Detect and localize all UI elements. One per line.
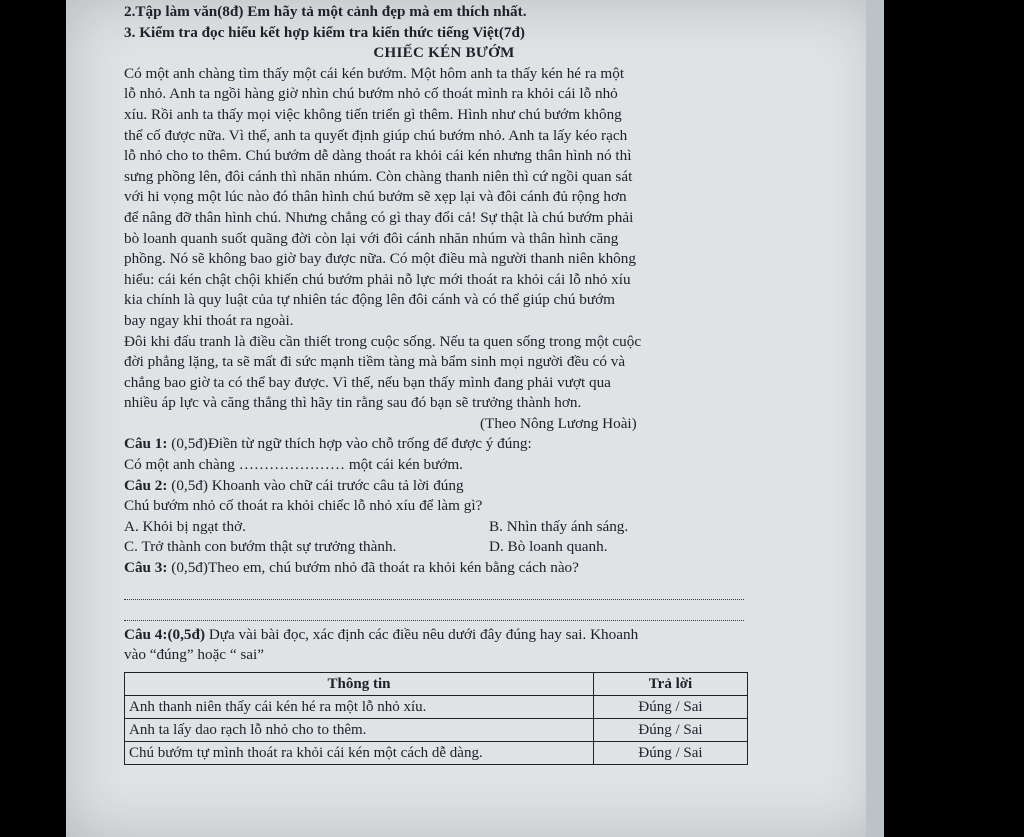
row-answer[interactable]: Đúng / Sai xyxy=(594,695,748,718)
question-2-options-row-2 xyxy=(124,537,764,558)
passage-line: lỗ nhỏ. Anh ta ngồi hàng giờ nhìn chú bướm nhỏ cố thoát mình ra khỏi cái lỗ nhỏ xyxy=(124,85,618,103)
header-line-1: 2.Tập làm văn(8đ) Em hãy tả một cảnh đẹp mà em thích nhất. xyxy=(124,3,527,20)
passage-line: kia chính là quy luật của tự nhiên tác động lên đôi cánh và có thể giúp chú bướm xyxy=(124,291,615,309)
passage-line: Có một anh chàng tìm thấy một cái kén bướm. Một hôm anh ta thấy kén hé ra một xyxy=(124,64,625,82)
question-4-label: Câu 4:(0,5đ) xyxy=(124,625,206,643)
story-title: CHIẾC KÉN BƯỚM xyxy=(373,45,515,62)
passage-line: chẳng bao giờ ta có thể bay được. Vì thế, nếu bạn thấy mình đang phải vượt qua xyxy=(124,373,611,391)
row-answer[interactable]: Đúng / Sai xyxy=(594,718,748,741)
row-answer[interactable]: Đúng / Sai xyxy=(594,741,748,764)
passage-line: phồng. Nó sẽ không bao giờ bay được nữa. Có một điều mà người thanh niên không xyxy=(124,250,636,268)
row-statement: Anh thanh niên thấy cái kén hé ra một lỗ nhỏ xíu. xyxy=(125,695,594,718)
question-4 xyxy=(124,625,764,646)
header-answer: Trả lời xyxy=(594,672,748,695)
question-2-prompt: Chú bướm nhỏ cố thoát ra khỏi chiếc lỗ nhỏ xíu để làm gì? xyxy=(124,497,483,515)
passage-line: xíu. Rồi anh ta thấy mọi việc không tiến triển gì thêm. Hình như chú bướm không xyxy=(124,105,622,123)
passage-line: bò loanh quanh suốt quãng đời còn lại với đôi cánh nhăn nhúm và thân hình căng xyxy=(124,229,619,247)
option-d[interactable]: D. Bò loanh quanh. xyxy=(489,538,608,556)
question-3-text: (0,5đ)Theo em, chú bướm nhỏ đã thoát ra khỏi kén bằng cách nào? xyxy=(167,559,579,577)
passage-line: lỗ nhỏ cho to thêm. Chú bướm dễ dàng thoát ra khỏi cái kén nhưng thân hình nó thì xyxy=(124,147,632,165)
row-statement: Chú bướm tự mình thoát ra khỏi cái kén một cách dễ dàng. xyxy=(125,741,594,764)
answer-line-2[interactable] xyxy=(124,606,744,621)
question-2-options-row-1 xyxy=(124,517,764,538)
header-info: Thông tin xyxy=(125,672,594,695)
table-row xyxy=(125,695,748,718)
question-4-text-2: vào “đúng” hoặc “ sai” xyxy=(124,646,264,664)
option-a[interactable]: A. Khỏi bị ngạt thở. xyxy=(124,517,246,535)
question-1-text: (0,5đ)Điền từ ngữ thích hợp vào chỗ trống để được ý đúng: xyxy=(167,435,532,453)
passage-line: nhiều áp lực và căng thẳng thì hãy tin rằng sau đó bạn sẽ trưởng thành hơn. xyxy=(124,394,582,412)
question-2 xyxy=(124,476,764,497)
passage-line: với hi vọng một lúc nào đó thân hình chú bướm sẽ xẹp lại và đôi cánh đủ rộng hơn xyxy=(124,188,627,206)
document-content xyxy=(124,2,764,765)
question-3 xyxy=(124,558,764,579)
true-false-table xyxy=(124,672,748,765)
question-2-text: (0,5đ) Khoanh vào chữ cái trước câu tả lời đúng xyxy=(167,476,464,494)
passage xyxy=(124,64,764,414)
option-b[interactable]: B. Nhìn thấy ánh sáng. xyxy=(489,517,629,535)
question-2-label: Câu 2: xyxy=(124,476,168,494)
row-statement: Anh ta lấy dao rạch lỗ nhỏ cho to thêm. xyxy=(125,718,594,741)
header-line-2: 3. Kiểm tra đọc hiểu kết hợp kiểm tra kiến thức tiếng Việt(7đ) xyxy=(124,23,525,41)
passage-line: hiểu: cái kén chật chội khiến chú bướm phải nỗ lực mới thoát ra khỏi cái lỗ nhỏ xíu xyxy=(124,270,631,288)
option-c[interactable]: C. Trở thành con bướm thật sự trưởng thành. xyxy=(124,538,397,556)
passage-line: thể cố được nữa. Vì thế, anh ta quyết định giúp chú bướm nhỏ. Anh ta lấy kéo rạch xyxy=(124,126,628,144)
paper-edge xyxy=(866,0,884,837)
question-1 xyxy=(124,434,764,455)
source-attribution: (Theo Nông Lương Hoài) xyxy=(480,414,637,432)
question-1-label: Câu 1: xyxy=(124,435,168,453)
passage-line: Đôi khi đấu tranh là điều cần thiết trong cuộc sống. Nếu ta quen sống trong một cuộc xyxy=(124,332,642,350)
answer-line-1[interactable] xyxy=(124,585,744,600)
question-4-text: Dựa vài bài đọc, xác định các điều nêu dưới đây đúng hay sai. Khoanh xyxy=(205,625,639,643)
passage-line: bay ngay khi thoát ra ngoài. xyxy=(124,311,294,329)
table-row xyxy=(125,741,748,764)
question-3-label: Câu 3: xyxy=(124,559,168,577)
question-1-blank-line[interactable]: Có một anh chàng ………………… một cái kén bướm. xyxy=(124,456,463,474)
passage-line: để nâng đỡ thân hình chú. Nhưng chẳng có gì thay đổi cả! Sự thật là chú bướm phải xyxy=(124,208,634,226)
table-header-row xyxy=(125,672,748,695)
passage-line: sưng phồng lên, đôi cánh thì nhăn nhúm. Còn chàng thanh niên thì cứ ngồi quan sát xyxy=(124,167,633,185)
table-row xyxy=(125,718,748,741)
passage-line: đời phẳng lặng, ta sẽ mất đi sức mạnh tiềm tàng mà bẩm sinh mọi người đều có và xyxy=(124,353,626,371)
